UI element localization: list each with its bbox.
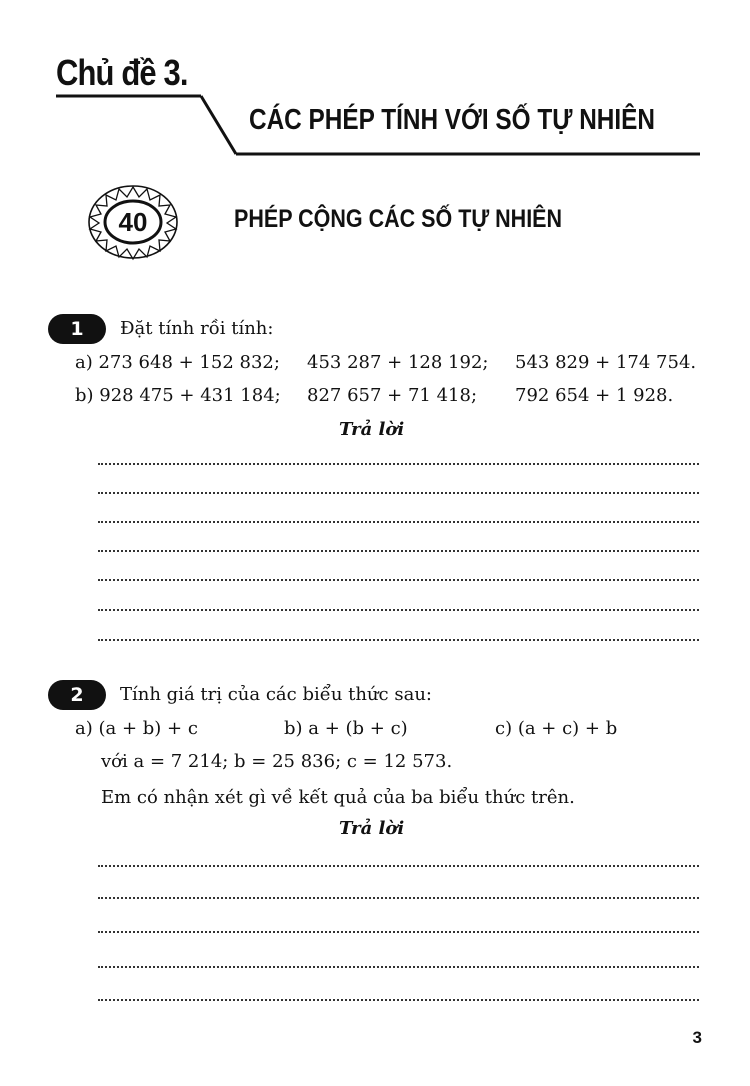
answer-line[interactable] (98, 492, 699, 494)
exercise-2-answer-label: Trả lời (339, 818, 405, 839)
exercise-1-b-1: b) 928 475 + 431 184; (75, 385, 281, 406)
lesson-number-badge (87, 183, 179, 261)
answer-line[interactable] (98, 865, 699, 867)
exercise-1-a-3: 543 829 + 174 754. (515, 352, 697, 373)
exercise-2-expr-c: c) (a + c) + b (495, 718, 618, 739)
exercise-1-badge: 1 (48, 314, 106, 344)
exercise-1-answer-label: Trả lời (339, 419, 405, 440)
exercise-1-b-2: 827 657 + 71 418; (307, 385, 478, 406)
answer-line[interactable] (98, 579, 699, 581)
exercise-1-a-1: a) 273 648 + 152 832; (75, 352, 280, 373)
lesson-title: PHÉP CỘNG CÁC SỐ TỰ NHIÊN (234, 205, 563, 233)
answer-line[interactable] (98, 931, 699, 933)
answer-line[interactable] (98, 999, 699, 1001)
exercise-2-badge: 2 (48, 680, 106, 710)
answer-line[interactable] (98, 897, 699, 899)
topic-label: Chủ đề 3. (56, 52, 188, 93)
exercise-1-a-2: 453 287 + 128 192; (307, 352, 489, 373)
page-number: 3 (692, 1028, 702, 1047)
answer-line[interactable] (98, 639, 699, 641)
topic-title: CÁC PHÉP TÍNH VỚI SỐ TỰ NHIÊN (249, 104, 655, 136)
answer-line[interactable] (98, 966, 699, 968)
exercise-2-values: với a = 7 214; b = 25 836; c = 12 573. (101, 751, 453, 772)
answer-line[interactable] (98, 521, 699, 523)
answer-line[interactable] (98, 463, 699, 465)
exercise-2-question: Em có nhận xét gì về kết quả của ba biểu thức trên. (101, 787, 575, 808)
answer-line[interactable] (98, 550, 699, 552)
exercise-1-b-3: 792 654 + 1 928. (515, 385, 674, 406)
exercise-2-prompt: Tính giá trị của các biểu thức sau: (120, 684, 432, 705)
exercise-1-prompt: Đặt tính rồi tính: (120, 318, 274, 339)
exercise-2-expr-a: a) (a + b) + c (75, 718, 198, 739)
exercise-2-expr-b: b) a + (b + c) (284, 718, 408, 739)
lesson-number: 40 (118, 207, 148, 237)
answer-line[interactable] (98, 609, 699, 611)
